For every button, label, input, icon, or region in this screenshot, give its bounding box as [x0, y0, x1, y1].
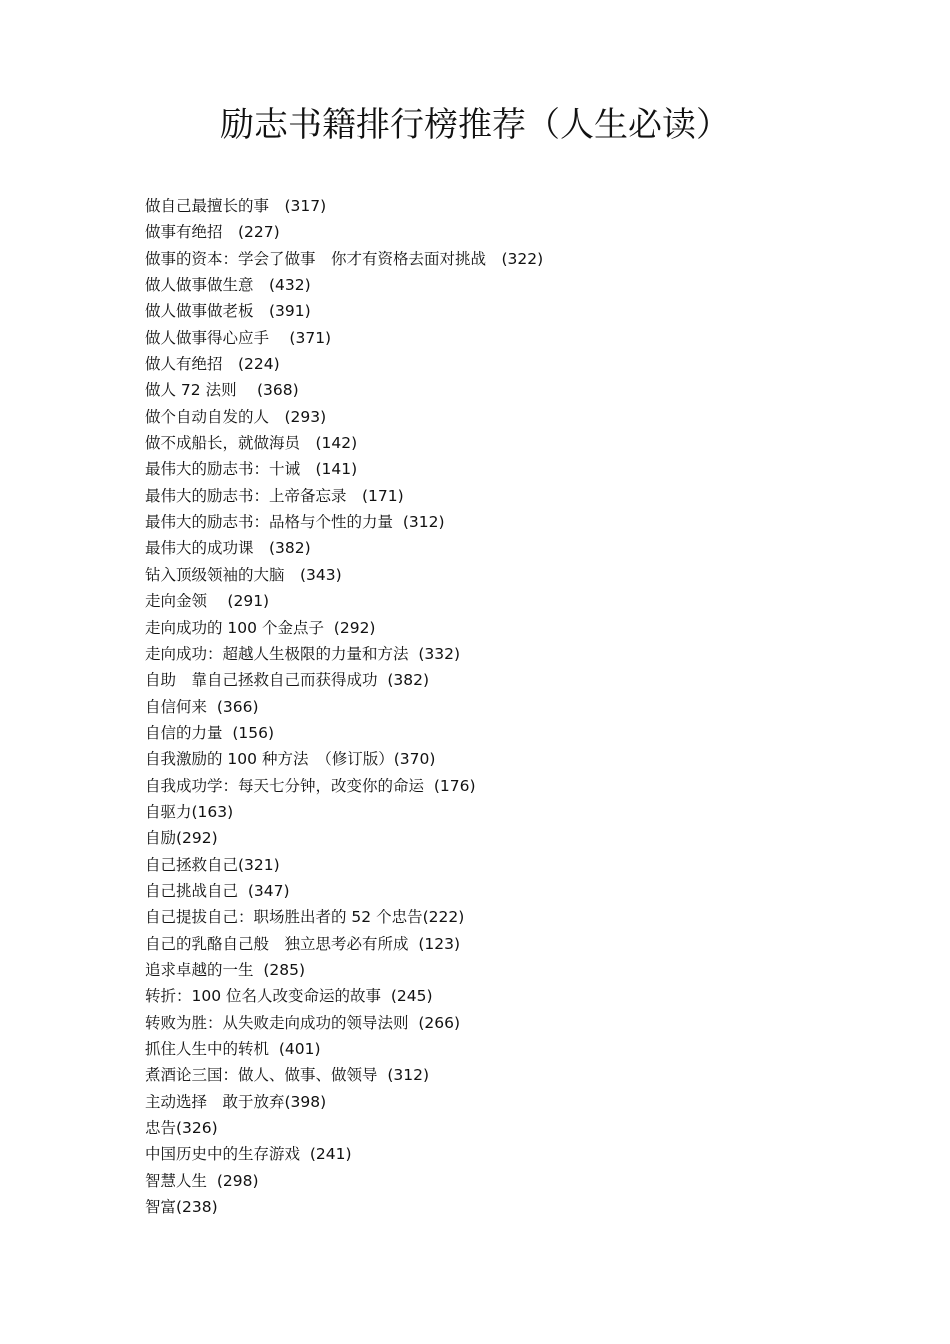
list-item: 转败为胜：从失败走向成功的领导法则 (266)	[145, 1013, 461, 1032]
list-item: 走向金领 (291)	[145, 592, 270, 611]
book-list	[145, 193, 543, 1220]
list-item: 做人做事得心应手 (371)	[145, 328, 332, 347]
list-item: 自己拯救自己(321)	[145, 855, 280, 874]
list-item: 钻入顶级领袖的大脑 (343)	[145, 565, 342, 584]
list-item: 自我激励的 100 种方法 （修订版）(370)	[145, 750, 436, 769]
list-item: 最伟大的励志书：十诫 (141)	[145, 460, 358, 479]
list-item: 做自己最擅长的事 (317)	[145, 197, 327, 215]
list-item: 中国历史中的生存游戏 (241)	[145, 1145, 352, 1164]
list-item: 最伟大的励志书：上帝备忘录 (171)	[145, 486, 404, 505]
list-item: 最伟大的励志书：品格与个性的力量 (312)	[145, 513, 445, 532]
list-item: 追求卓越的一生 (285)	[145, 960, 306, 979]
list-item: 做人 72 法则 (368)	[145, 381, 299, 400]
list-item: 做人做事做老板 (391)	[145, 302, 311, 321]
list-item: 做人有绝招 (224)	[145, 355, 280, 374]
list-item: 转折：100 位名人改变命运的故事 (245)	[145, 987, 433, 1006]
list-item: 煮酒论三国：做人、做事、做领导 (312)	[145, 1066, 430, 1085]
page-title: 励志书籍排行榜推荐（人生必读）	[220, 105, 730, 145]
list-item: 主动选择 敢于放弃(398)	[145, 1092, 327, 1111]
list-item: 自己挑战自己 (347)	[145, 881, 290, 900]
list-item: 自驱力(163)	[145, 802, 234, 821]
list-item: 忠告(326)	[145, 1119, 218, 1138]
list-item: 自己的乳酪自己般 独立思考必有所成 (123)	[145, 934, 461, 953]
list-item: 智富(238)	[145, 1198, 218, 1217]
list-item: 自己提拔自己：职场胜出者的 52 个忠告(222)	[145, 908, 465, 927]
list-item: 自励(292)	[145, 829, 218, 848]
list-item: 走向成功：超越人生极限的力量和方法 (332)	[145, 644, 461, 663]
list-item: 做个自动自发的人 (293)	[145, 407, 327, 426]
list-item: 自我成功学：每天七分钟，改变你的命运 (176)	[145, 776, 476, 795]
list-item: 抓住人生中的转机 (401)	[145, 1040, 321, 1058]
list-item: 自助 靠自己拯救自己而获得成功 (382)	[145, 671, 430, 690]
list-item: 做事的资本：学会了做事 你才有资格去面对挑战 (322)	[145, 249, 544, 268]
list-item: 做人做事做生意 (432)	[145, 276, 311, 295]
list-item: 智慧人生 (298)	[145, 1171, 259, 1190]
list-item: 自信何来 (366)	[145, 697, 259, 716]
list-item: 做不成船长，就做海员 (142)	[145, 434, 358, 453]
list-item: 做事有绝招 (227)	[145, 223, 280, 242]
list-item: 自信的力量 (156)	[145, 723, 275, 742]
list-item: 最伟大的成功课 (382)	[145, 539, 311, 558]
list-item: 走向成功的 100 个金点子 (292)	[145, 618, 376, 637]
